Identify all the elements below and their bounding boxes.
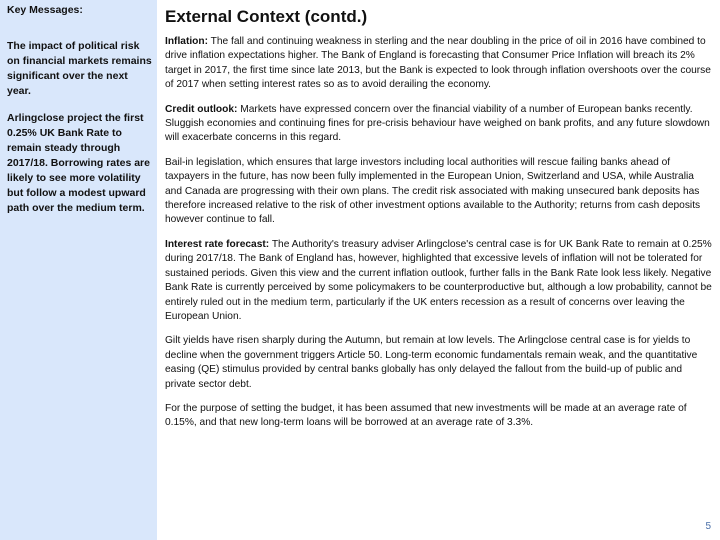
gilt-yields-paragraph	[165, 334, 713, 392]
credit-outlook-paragraph	[165, 103, 713, 146]
paragraph-text: Gilt yields have risen sharply during the Autumn, but remain at low levels. The Arlingclose central case is for yields to decline when the government triggers Article 50. Long-term economic fundamentals remain weak, and the quantitative easing (QE) stimulus provided by central banks globally has only delayed the fallout from the build-up of public and private sector debt.	[165, 335, 698, 390]
paragraph-lead: Credit outlook:	[165, 103, 238, 115]
inflation-paragraph	[165, 35, 713, 93]
paragraph-text: Markets have expressed concern over the financial viability of a number of European banks recently. Sluggish economies and continuing fines for pre-crisis behaviour have weighed on bank profits, and any future slowdown will exacerbate concerns in this regard.	[165, 103, 710, 144]
paragraph-text: The Authority's treasury adviser Arlingclose's central case is for UK Bank Rate to remain at 0.25% during 2017/18. The Bank of England has, however, highlighted that excessive levels of inflation will not be tolerated for sustained periods. Given this view and the current inflation outlook, further falls in the Bank Rate look less likely. Negative Bank Rate is currently perceived by some policymakers to be counterproductive but, although a low probability, cannot be entirely ruled out in the medium term, particularly if the UK enters recession as a result of concerns over leaving the European Union.	[165, 238, 712, 322]
page-number: 5	[705, 521, 711, 532]
paragraph-text: Bail-in legislation, which ensures that large investors including local authorities will rescue failing banks ahead of taxpayers in the future, has now been fully implemented in the European Union, Switzerland and USA, while Australia and Canada are progressing with their own plans. The credit risk associated with making unsecured bank deposits has therefore increased relative to the risk of other investment options available to the Authority; returns from cash deposits however continue to fall.	[165, 156, 701, 226]
budget-assumption-paragraph	[165, 402, 713, 431]
page-title: External Context (contd.)	[165, 7, 368, 26]
main-content	[165, 0, 713, 441]
key-messages-sidebar	[0, 0, 157, 540]
key-message-bank-rate: Arlingclose project the first 0.25% UK Bank Rate to remain steady through 2017/18. Borrowing rates are likely to see more volatility but follow a modest upward path over the medium term.	[7, 112, 150, 214]
paragraph-lead: Interest rate forecast:	[165, 238, 270, 250]
interest-rate-forecast-paragraph	[165, 238, 713, 324]
paragraph-lead: Inflation:	[165, 36, 209, 47]
key-message-political-risk: The impact of political risk on financial markets remains significant over the next year.	[7, 40, 152, 97]
bail-in-paragraph	[165, 156, 713, 228]
key-messages-heading: Key Messages:	[7, 4, 83, 16]
paragraph-text: The fall and continuing weakness in sterling and the near doubling in the price of oil in 2016 have combined to drive inflation expectations higher. The Bank of England is forecasting that Consumer Price Inflation will breach its 2% target in 2017, the first time since late 2013, but the Bank is expected to look through inflation overshoots over the course of 2017 when setting interest rates so as to avoid derailing the economy.	[165, 36, 711, 91]
paragraph-text: For the purpose of setting the budget, it has been assumed that new investments will be made at an average rate of 0.15%, and that new long-term loans will be borrowed at an average rate of 3.3%.	[165, 402, 687, 429]
